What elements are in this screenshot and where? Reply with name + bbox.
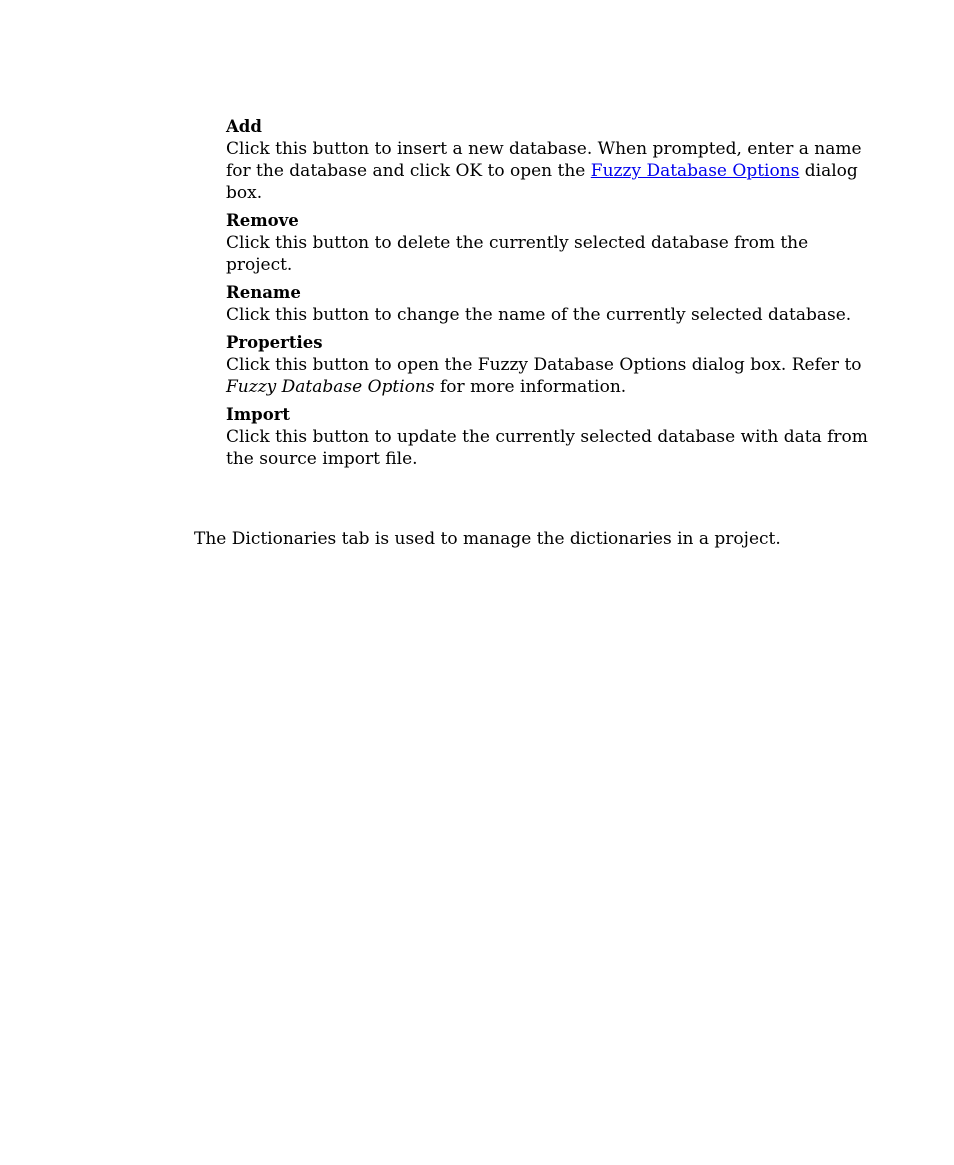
desc-add-text-after: dialog box.	[226, 161, 858, 203]
term-properties: Properties	[226, 333, 323, 352]
term-remove: Remove	[226, 211, 299, 230]
desc-remove: Click this button to delete the currently selected database from the project.	[226, 233, 809, 275]
fuzzy-database-options-link[interactable]: Fuzzy Database Options	[590, 161, 800, 181]
desc-properties	[226, 354, 876, 398]
term-rename: Rename	[226, 283, 301, 302]
term-import: Import	[226, 405, 291, 424]
desc-add	[226, 138, 876, 204]
dictionaries-tab-intro: The Dictionaries tab is used to manage the dictionaries in a project.	[194, 529, 781, 549]
button-definitions-list	[226, 116, 876, 476]
desc-import: Click this button to update the currently selected database with data from the source import file.	[226, 427, 868, 469]
desc-rename: Click this button to change the name of the currently selected database.	[226, 305, 852, 325]
desc-properties-text-after: for more information.	[434, 377, 627, 397]
fuzzy-database-options-reference: Fuzzy Database Options	[226, 377, 435, 397]
term-add: Add	[226, 117, 262, 136]
desc-properties-text-before: Click this button to open the Fuzzy Database Options dialog box. Refer to	[226, 355, 862, 375]
desc-add-text-before: Click this button to insert a new database. When prompted, enter a name for the database and click OK to open the	[226, 139, 862, 181]
